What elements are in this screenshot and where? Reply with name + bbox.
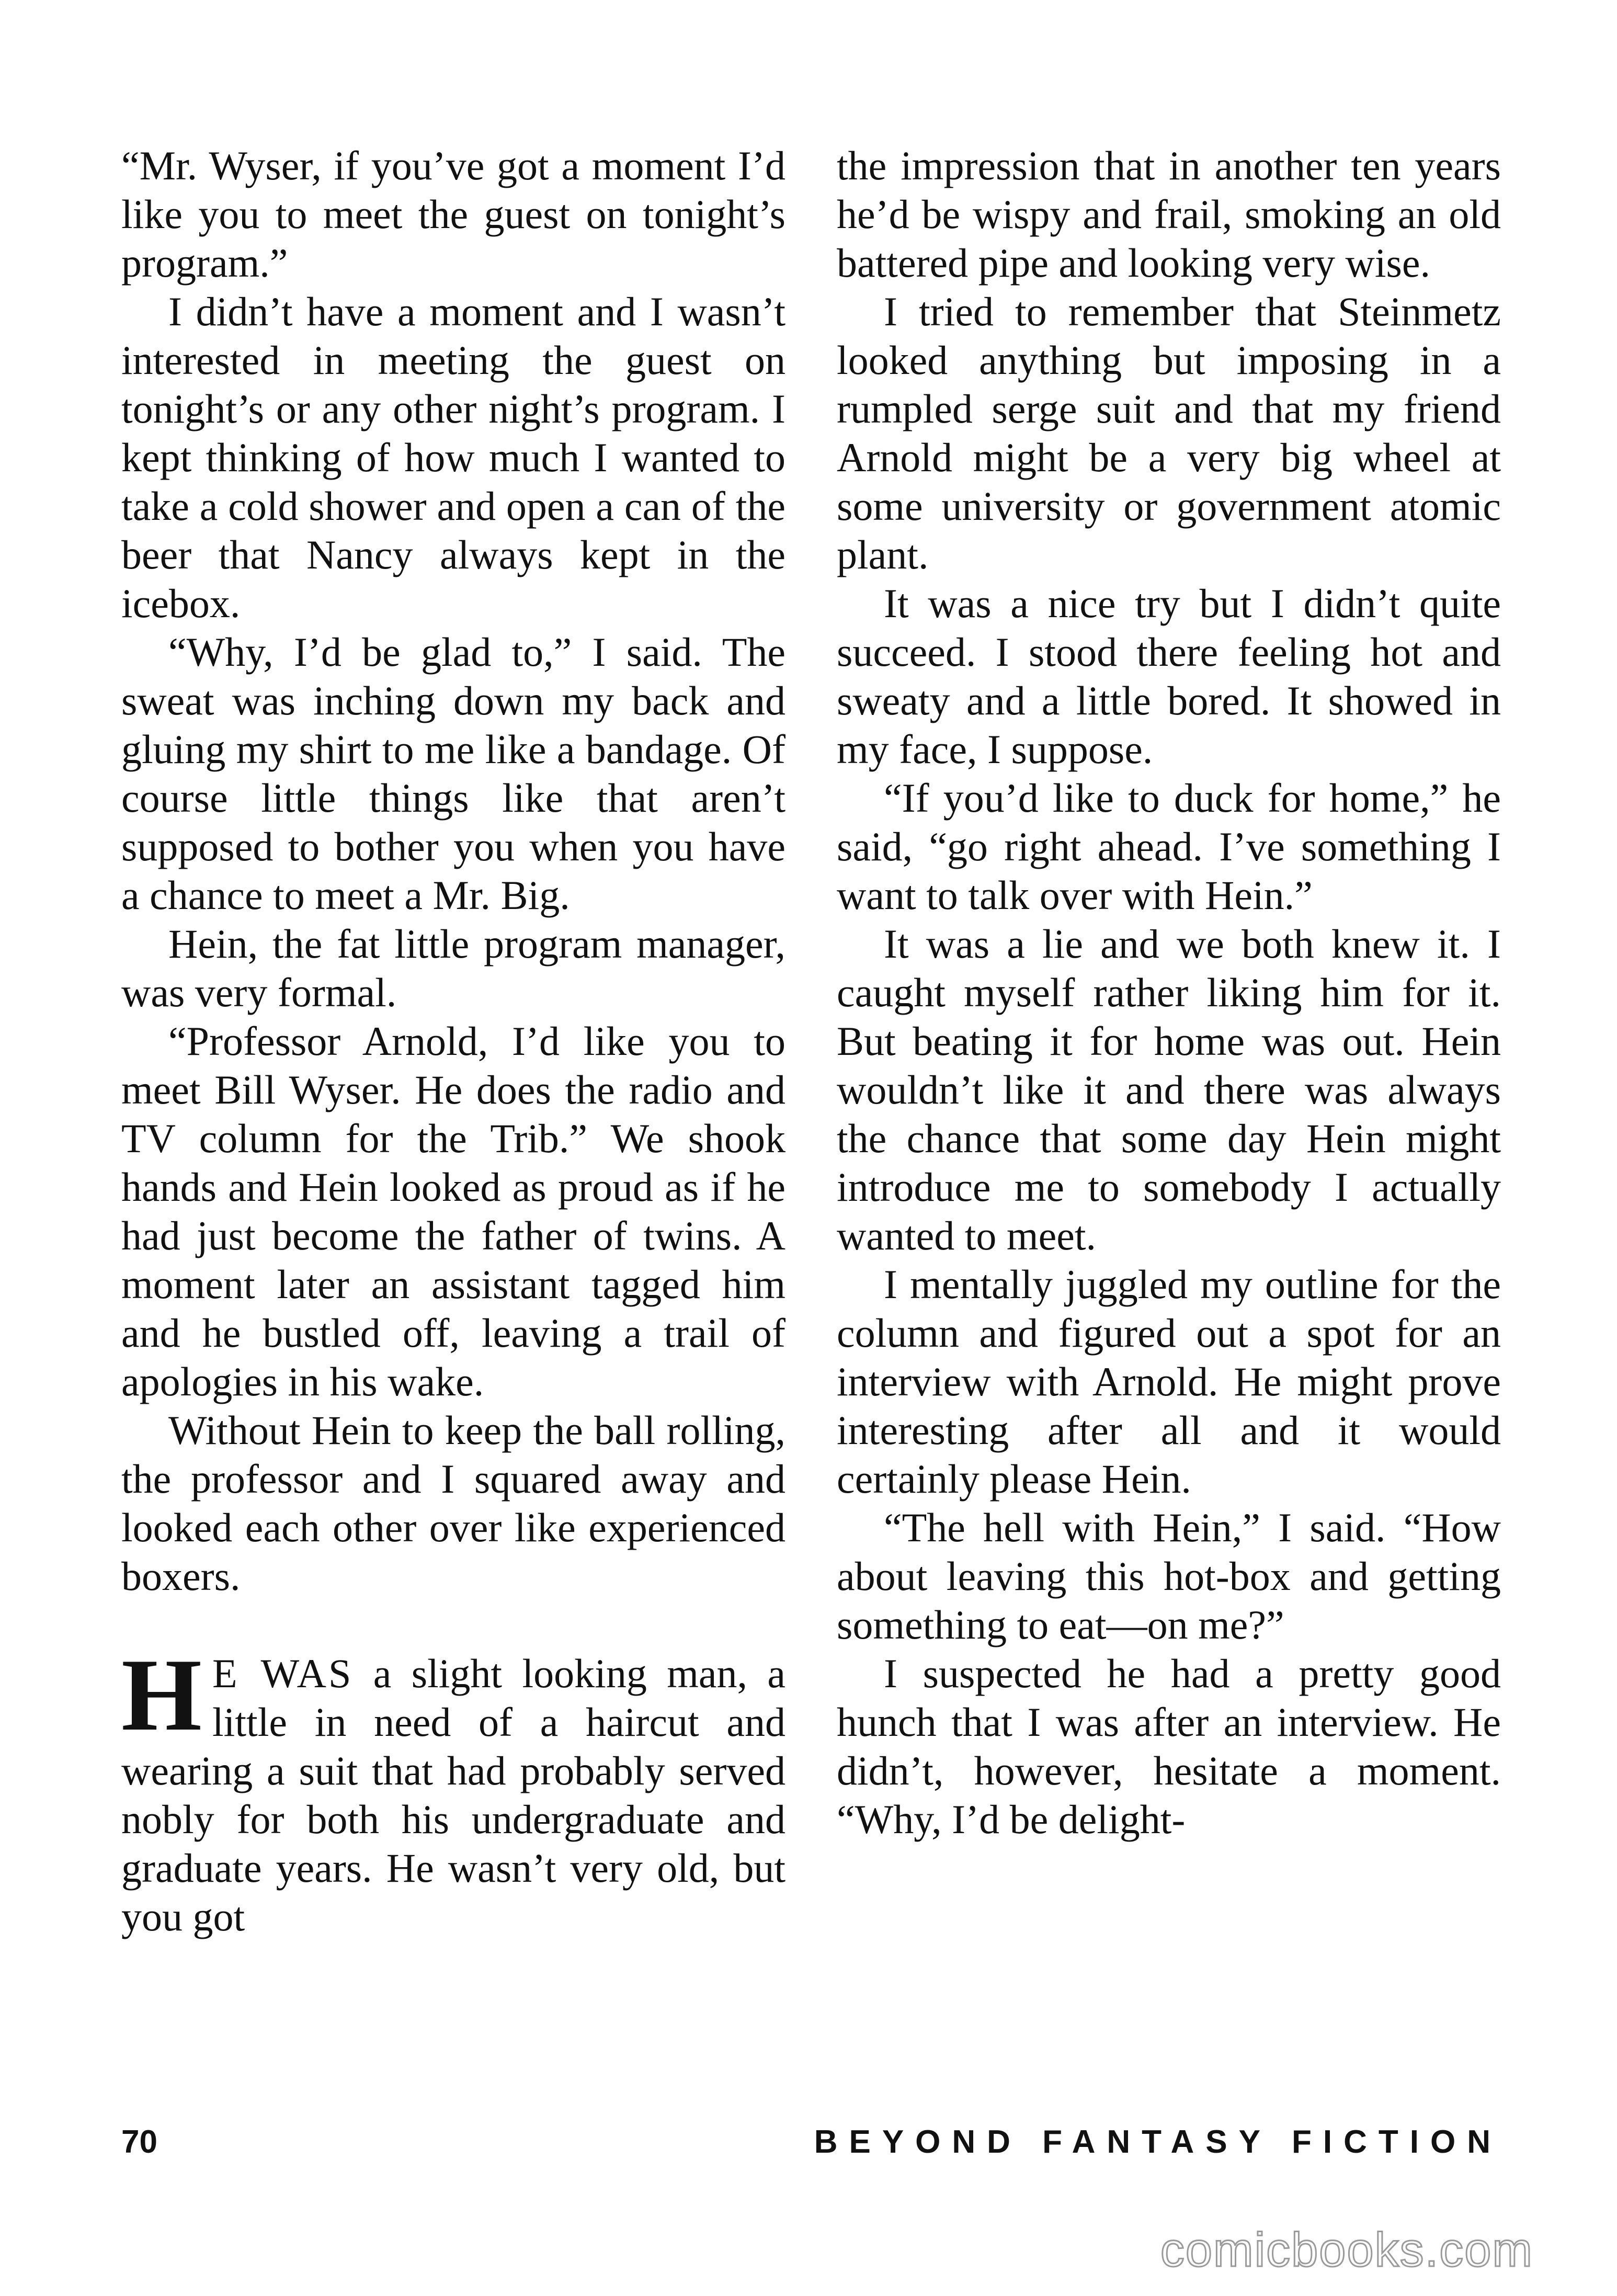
paragraph: the impression that in another ten years he’d be wispy and frail, smoking an old battered pipe and looking very wise. bbox=[837, 143, 1501, 286]
page-footer bbox=[121, 2123, 1502, 2176]
text-column-right bbox=[837, 141, 1501, 1844]
paragraph: I didn’t have a moment and I wasn’t interested in meeting the guest on tonight’s or any other night’s program. I kept thinking of how much I wanted to take a cold shower and open a can of the beer that Nancy always kept in the icebox. bbox=[121, 289, 785, 626]
watermark: comicbooks.com bbox=[1160, 2223, 1533, 2277]
paragraph: It was a nice try but I didn’t quite succeed. I stood there feeling hot and sweaty and a little bored. It showed in my face, I suppose. bbox=[837, 581, 1501, 772]
running-title: BEYOND FANTASY FICTION bbox=[814, 2124, 1502, 2160]
page-number: 70 bbox=[121, 2124, 157, 2160]
paragraph: It was a lie and we both knew it. I caught myself rather liking him for it. But beating it for home was out. Hein wouldn’t like it and there was always the chance that some day Hein might introduce me to somebody I actually wanted to meet. bbox=[837, 921, 1501, 1258]
paragraph: I suspected he had a pretty good hunch that I was after an interview. He didn’t, however, hesitate a moment. “Why, I’d be delight- bbox=[837, 1651, 1501, 1842]
paragraph: “The hell with Hein,” I said. “How about leaving this hot-box and getting something to eat—on me?” bbox=[837, 1505, 1501, 1647]
paragraph: Without Hein to keep the ball rolling, the professor and I squared away and looked each other over like experienced boxers. bbox=[121, 1407, 785, 1599]
paragraph: “Why, I’d be glad to,” I said. The sweat was inching down my back and gluing my shirt to me like a bandage. Of course little things like that aren’t supposed to bother you when you have a chance to meet a Mr. Big. bbox=[121, 629, 785, 918]
paragraph: I tried to remember that Steinmetz looked anything but imposing in a rumpled serge suit and that my friend Arnold might be a very big wheel at some university or government atomic plant. bbox=[837, 289, 1501, 577]
paragraph: I mentally juggled my outline for the column and figured out a spot for an interview with Arnold. He might prove interesting after all and it would certainly please Hein. bbox=[837, 1261, 1501, 1502]
paragraph-text: a slight looking man, a little in need of a haircut and wearing a suit that had probably served nobly for both his undergraduate and graduate years. He wasn’t very old, but you got bbox=[121, 1651, 785, 1939]
drop-cap: H bbox=[121, 1638, 202, 1752]
section-opening-paragraph bbox=[121, 1638, 785, 1941]
paragraph: Hein, the fat little program manager, was very formal. bbox=[121, 921, 785, 1015]
text-column-left bbox=[121, 141, 785, 1941]
paragraph: “Professor Arnold, I’d like you to meet Bill Wyser. He does the radio and TV column for the Trib.” We shook hands and Hein looked as proud as if he had just become the father of twins. A moment later an assistant tagged him and he bustled off, leaving a trail of apologies in his wake. bbox=[121, 1018, 785, 1404]
paragraph: “Mr. Wyser, if you’ve got a moment I’d like you to meet the guest on tonight’s program.” bbox=[121, 143, 785, 286]
lead-in-caps: E WAS bbox=[212, 1651, 354, 1696]
paragraph: “If you’d like to duck for home,” he said, “go right ahead. I’ve something I want to talk over with Hein.” bbox=[837, 775, 1501, 918]
